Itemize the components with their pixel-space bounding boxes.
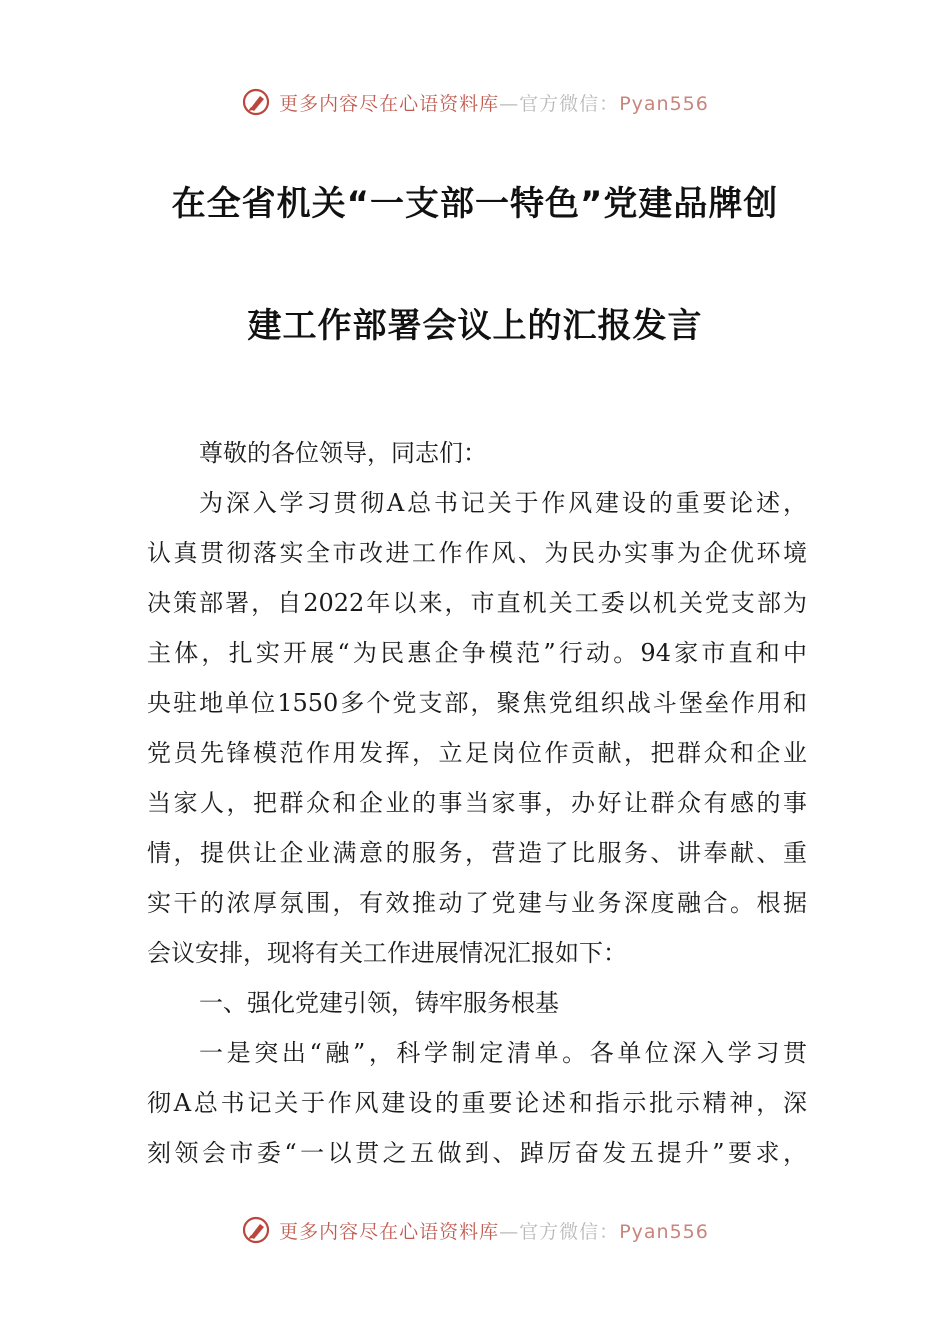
watermark-text: 更多内容尽在心语资料库—官方微信：Pyan556 [279, 92, 709, 115]
header-watermark [0, 82, 950, 122]
body-line: 一是突出“融”，科学制定清单。各单位深入学习贯 [199, 1039, 807, 1067]
body-line: 实干的浓厚氛围，有效推动了党建与业务深度融合。根据 [147, 889, 807, 917]
body-line: 为深入学习贯彻A总书记关于作风建设的重要论述， [199, 489, 807, 517]
body-line: 认真贯彻落实全市改进工作作风、为民办实事为企优环境 [147, 539, 807, 567]
pen-nib-logo-icon [241, 1215, 271, 1245]
watermark-text: 更多内容尽在心语资料库—官方微信：Pyan556 [279, 1220, 709, 1243]
body-line: 党员先锋模范作用发挥，立足岗位作贡献，把群众和企业 [147, 739, 807, 767]
body-line: 决策部署，自2022年以来，市直机关工委以机关党支部为 [147, 589, 807, 617]
salutation: 尊敬的各位领导，同志们： [199, 439, 487, 467]
body-line: 情，提供让企业满意的服务，营造了比服务、讲奉献、重 [147, 839, 807, 867]
document-body [147, 428, 807, 1178]
pen-nib-logo-icon [241, 87, 271, 117]
body-line: 刻领会市委“一以贯之五做到、踔厉奋发五提升”要求， [147, 1139, 807, 1167]
body-line: 主体，扎实开展“为民惠企争模范”行动。94家市直和中 [147, 639, 807, 667]
body-line: 当家人，把群众和企业的事当家事，办好让群众有感的事 [147, 789, 807, 817]
body-line: 央驻地单位1550多个党支部，聚焦党组织战斗堡垒作用和 [147, 689, 807, 717]
section-heading: 一、强化党建引领，铸牢服务根基 [199, 989, 559, 1017]
body-line: 彻A总书记关于作风建设的重要论述和指示批示精神，深 [147, 1089, 807, 1117]
document-title-line-1: 在全省机关“一支部一特色”党建品牌创 [171, 184, 779, 224]
body-line: 会议安排，现将有关工作进展情况汇报如下： [147, 939, 627, 967]
document-title-line-2: 建工作部署会议上的汇报发言 [247, 306, 703, 346]
footer-watermark [0, 1210, 950, 1250]
